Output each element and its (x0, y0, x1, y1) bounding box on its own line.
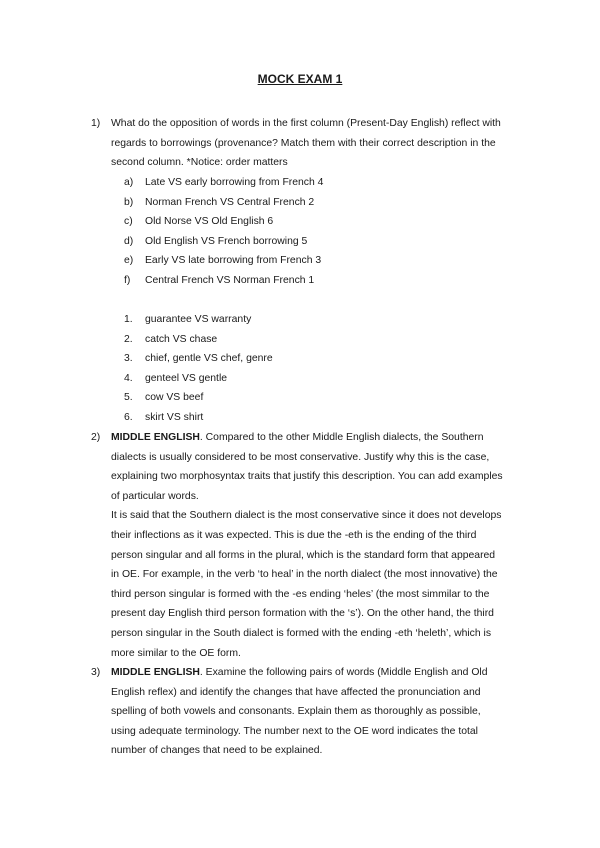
text-line: dialects is usually considered to be most conservative. Justify why this is the case, (111, 451, 490, 463)
text-line: using adequate terminology. The number next to the OE word indicates the total (111, 725, 478, 737)
list-label: a) (124, 177, 134, 188)
list-text: skirt VS shirt (145, 411, 204, 423)
answer-line: person singular in the South dialect is formed with the ending -eth ‘heleth’, which is (111, 627, 492, 639)
text-line (111, 428, 503, 448)
list-text: Late VS early borrowing from French 4 (145, 177, 324, 188)
list-label: b) (124, 196, 134, 208)
list-text: cow VS beef (145, 392, 204, 404)
answer-line: third person singular is formed with the -es ending ‘heles’ (the most simmilar to the (111, 588, 490, 600)
list-text: guarantee VS warranty (145, 314, 252, 325)
page-title: MOCK EXAM 1 (257, 72, 343, 86)
question-number: 3) (91, 667, 101, 678)
section-heading: MIDDLE ENGLISH (111, 667, 200, 678)
text-line: explaining two morphosyntax traits that justify this description. You can add examples (111, 471, 503, 483)
list-label: 3. (124, 353, 133, 365)
list-label: c) (124, 216, 133, 228)
answer-line: more similar to the OE form. (111, 647, 241, 659)
list-label: 4. (124, 372, 133, 384)
question-number: 2) (91, 432, 101, 443)
question-text (111, 663, 488, 761)
list-text: Central French VS Norman French 1 (145, 274, 315, 286)
list-text: Old Norse VS Old English 6 (145, 216, 274, 228)
section-heading: MIDDLE ENGLISH (111, 432, 200, 443)
list-label: e) (124, 255, 134, 267)
list-text: genteel VS gentle (145, 372, 228, 384)
list-label: 6. (124, 411, 133, 423)
text-line: What do the opposition of words in the first column (Present-Day English) reflect with (111, 118, 501, 129)
question-text (111, 428, 503, 663)
text-line: spelling of both vowels and consonants. Explain them as thoroughly as possible, (111, 706, 481, 718)
text-line: of particular words. (111, 490, 199, 502)
question-text (111, 114, 501, 173)
list-text: Old English VS French borrowing 5 (145, 235, 308, 247)
list-label: f) (124, 274, 131, 286)
answer-line: It is said that the Southern dialect is the most conservative since it does not develops (111, 510, 502, 522)
text-line: second column. *Notice: order matters (111, 157, 288, 169)
text-line: number of changes that need to be explained. (111, 745, 323, 757)
list-label: 5. (124, 392, 133, 404)
answer-line: their inflections as it was expected. This is due the -eth is the ending of the third (111, 529, 477, 541)
list-text: catch VS chase (145, 333, 218, 345)
answer-line: person singular and all forms in the plural, which is the standard form that appeared (111, 549, 496, 561)
text-line (111, 663, 488, 683)
list-text: Norman French VS Central French 2 (145, 196, 315, 208)
question-number: 1) (91, 118, 101, 129)
list-label: 2. (124, 333, 133, 345)
list-text: chief, gentle VS chef, genre (145, 353, 273, 365)
text-line: regards to borrowings (provenance? Match them with their correct description in the (111, 137, 496, 149)
list-label: d) (124, 235, 134, 247)
text-fragment: . Compared to the other Middle English dialects, the Southern (199, 432, 484, 443)
list-text: Early VS late borrowing from French 3 (145, 255, 322, 267)
text-line: English reflex) and identify the changes that have affected the pronunciation and (111, 686, 481, 698)
list-label: 1. (124, 314, 133, 325)
text-fragment: . Examine the following pairs of words (Middle English and Old (199, 667, 488, 678)
answer-line: in OE. For example, in the verb ‘to heal’ in the north dialect (the most innovative) the (111, 569, 498, 581)
answer-line: present day English third person formation with the ‘s’). On the other hand, the third (111, 608, 494, 620)
